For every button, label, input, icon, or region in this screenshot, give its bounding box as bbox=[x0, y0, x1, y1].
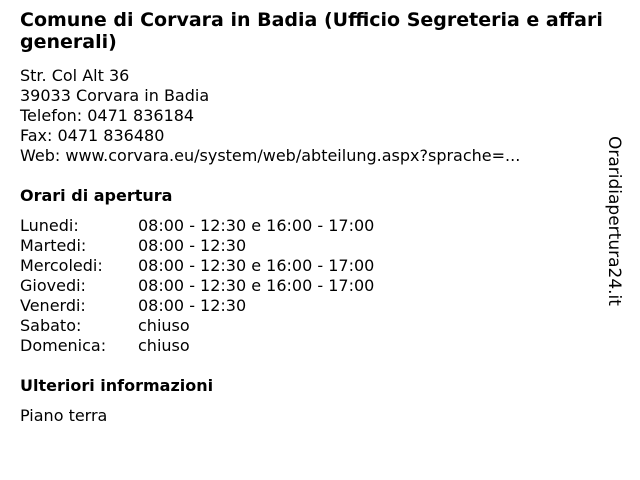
hours-time: 08:00 - 12:30 e 16:00 - 17:00 bbox=[138, 256, 375, 275]
phone-number: Telefon: 0471 836184 bbox=[20, 106, 195, 125]
page-title: Comune di Corvara in Badia (Ufficio Segreteria e affari generali) bbox=[20, 9, 603, 53]
hours-day: Giovedi: bbox=[20, 276, 86, 295]
hours-time: 08:00 - 12:30 e 16:00 - 17:00 bbox=[138, 216, 375, 235]
hours-time: 08:00 - 12:30 e 16:00 - 17:00 bbox=[138, 276, 375, 295]
hours-time: chiuso bbox=[138, 316, 190, 335]
more-info-heading: Ulteriori informazioni bbox=[20, 376, 214, 395]
hours-day: Martedi: bbox=[20, 236, 87, 255]
address-block bbox=[20, 66, 620, 166]
hours-row-friday bbox=[20, 296, 620, 316]
hours-row-thursday bbox=[20, 276, 620, 296]
office-info-card bbox=[20, 9, 620, 426]
hours-day: Domenica: bbox=[20, 336, 107, 355]
hours-time: 08:00 - 12:30 bbox=[138, 236, 247, 255]
address-city: 39033 Corvara in Badia bbox=[20, 86, 210, 105]
opening-hours-heading: Orari di apertura bbox=[20, 186, 173, 205]
hours-day: Lunedi: bbox=[20, 216, 79, 235]
hours-row-tuesday bbox=[20, 236, 620, 256]
hours-time: chiuso bbox=[138, 336, 190, 355]
hours-row-wednesday bbox=[20, 256, 620, 276]
hours-row-sunday bbox=[20, 336, 620, 356]
hours-row-saturday bbox=[20, 316, 620, 336]
hours-day: Sabato: bbox=[20, 316, 82, 335]
more-info-text: Piano terra bbox=[20, 406, 108, 425]
hours-day: Venerdi: bbox=[20, 296, 86, 315]
site-watermark: Oraridiapertura24.it bbox=[604, 136, 624, 306]
hours-day: Mercoledi: bbox=[20, 256, 103, 275]
hours-time: 08:00 - 12:30 bbox=[138, 296, 247, 315]
hours-row-monday bbox=[20, 216, 620, 236]
website-link: Web: www.corvara.eu/system/web/abteilung.aspx?sprache=... bbox=[20, 146, 521, 165]
address-street: Str. Col Alt 36 bbox=[20, 66, 130, 85]
fax-number: Fax: 0471 836480 bbox=[20, 126, 165, 145]
opening-hours-table bbox=[20, 216, 620, 356]
